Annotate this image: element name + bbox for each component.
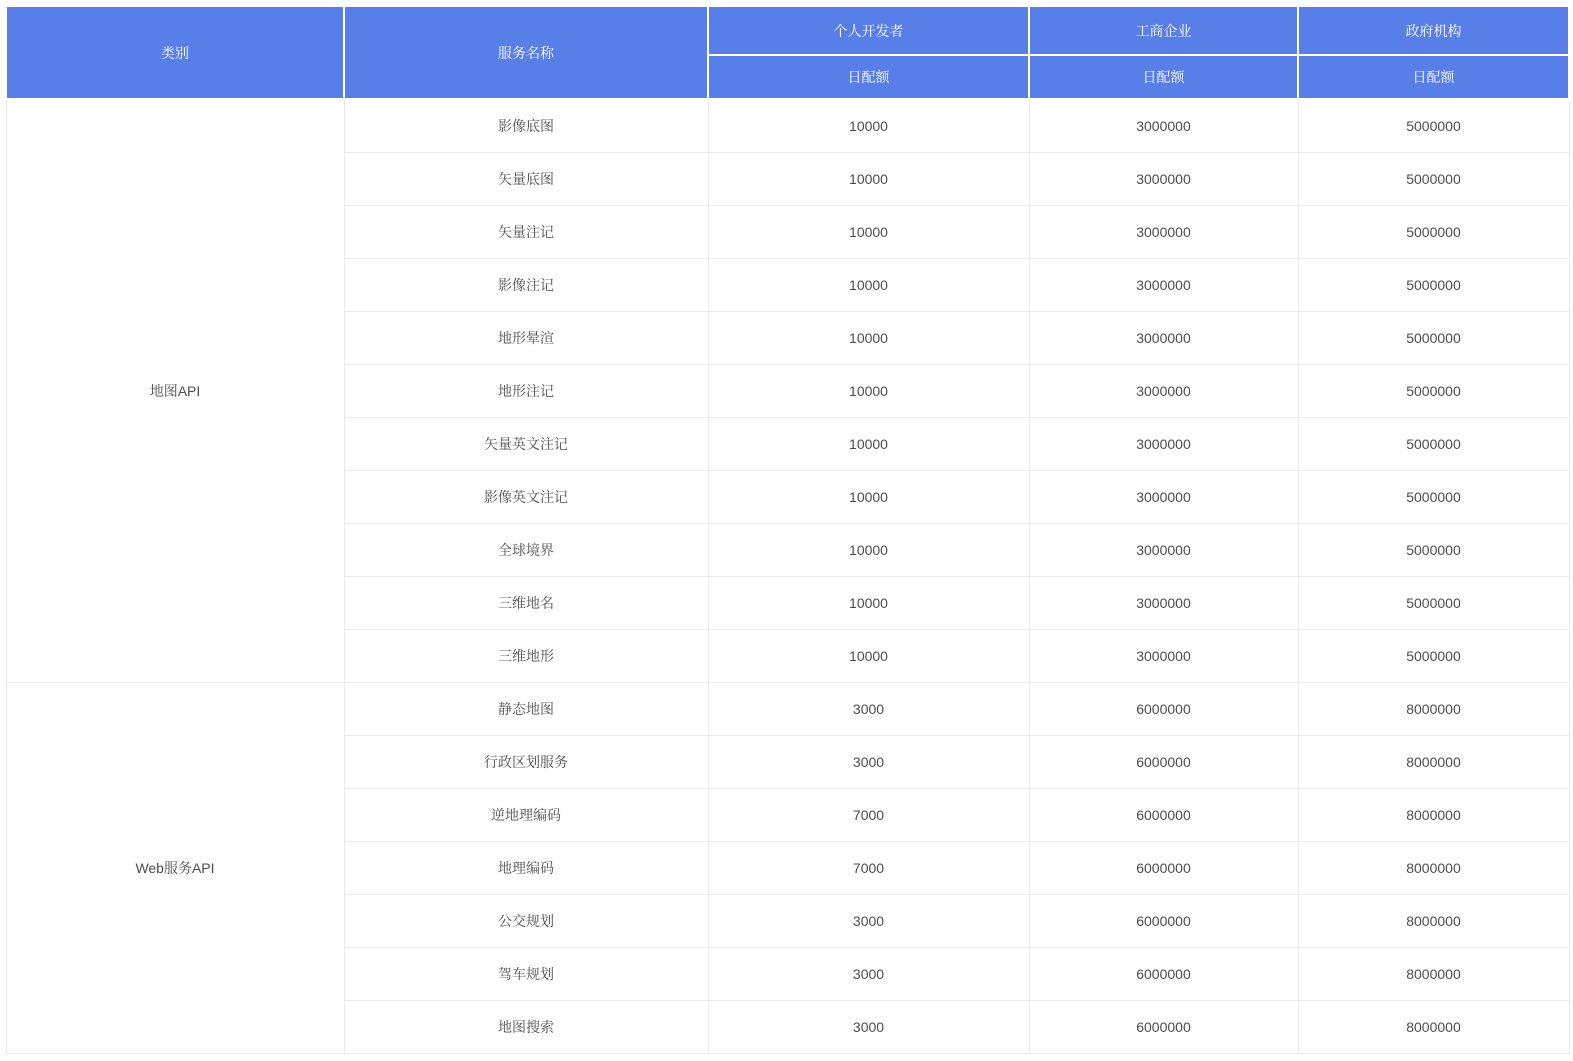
business-quota-cell: 3000000: [1029, 365, 1298, 418]
service-name-cell: 地形注记: [344, 365, 708, 418]
business-quota-cell: 3000000: [1029, 630, 1298, 683]
government-quota-cell: 5000000: [1298, 471, 1569, 524]
business-quota-cell: 6000000: [1029, 895, 1298, 948]
header-government-daily-quota: 日配额: [1298, 55, 1569, 99]
service-name-cell: 地形晕渲: [344, 312, 708, 365]
government-quota-cell: 8000000: [1298, 683, 1569, 736]
personal-quota-cell: 10000: [708, 365, 1029, 418]
government-quota-cell: 8000000: [1298, 1001, 1569, 1054]
personal-quota-cell: 10000: [708, 471, 1029, 524]
table-body: [6, 99, 1569, 1054]
government-quota-cell: 5000000: [1298, 312, 1569, 365]
government-quota-cell: 8000000: [1298, 789, 1569, 842]
category-cell-map-api: 地图API: [6, 99, 344, 683]
service-name-cell: 行政区划服务: [344, 736, 708, 789]
header-row-top: [6, 6, 1569, 55]
government-quota-cell: 8000000: [1298, 736, 1569, 789]
service-name-cell: 逆地理编码: [344, 789, 708, 842]
personal-quota-cell: 3000: [708, 895, 1029, 948]
service-name-cell: 影像底图: [344, 99, 708, 153]
service-name-cell: 影像注记: [344, 259, 708, 312]
header-service-name: 服务名称: [344, 6, 708, 99]
business-quota-cell: 3000000: [1029, 471, 1298, 524]
header-personal-daily-quota: 日配额: [708, 55, 1029, 99]
business-quota-cell: 3000000: [1029, 577, 1298, 630]
personal-quota-cell: 10000: [708, 99, 1029, 153]
service-name-cell: 矢量底图: [344, 153, 708, 206]
personal-quota-cell: 10000: [708, 577, 1029, 630]
government-quota-cell: 5000000: [1298, 259, 1569, 312]
personal-quota-cell: 10000: [708, 312, 1029, 365]
personal-quota-cell: 3000: [708, 1001, 1029, 1054]
government-quota-cell: 5000000: [1298, 524, 1569, 577]
business-quota-cell: 3000000: [1029, 259, 1298, 312]
personal-quota-cell: 3000: [708, 683, 1029, 736]
personal-quota-cell: 7000: [708, 789, 1029, 842]
business-quota-cell: 6000000: [1029, 948, 1298, 1001]
government-quota-cell: 5000000: [1298, 206, 1569, 259]
table-header: [6, 6, 1569, 99]
personal-quota-cell: 10000: [708, 206, 1029, 259]
business-quota-cell: 6000000: [1029, 736, 1298, 789]
service-name-cell: 驾车规划: [344, 948, 708, 1001]
personal-quota-cell: 10000: [708, 418, 1029, 471]
service-name-cell: 全球境界: [344, 524, 708, 577]
header-business-enterprise: 工商企业: [1029, 6, 1298, 55]
business-quota-cell: 3000000: [1029, 153, 1298, 206]
service-name-cell: 公交规划: [344, 895, 708, 948]
personal-quota-cell: 10000: [708, 259, 1029, 312]
government-quota-cell: 5000000: [1298, 99, 1569, 153]
personal-quota-cell: 3000: [708, 736, 1029, 789]
service-name-cell: 影像英文注记: [344, 471, 708, 524]
government-quota-cell: 8000000: [1298, 842, 1569, 895]
business-quota-cell: 3000000: [1029, 418, 1298, 471]
business-quota-cell: 3000000: [1029, 99, 1298, 153]
service-name-cell: 地理编码: [344, 842, 708, 895]
government-quota-cell: 5000000: [1298, 577, 1569, 630]
business-quota-cell: 3000000: [1029, 312, 1298, 365]
table-row: [6, 99, 1569, 153]
quota-table: [5, 5, 1570, 1054]
category-cell-web-service-api: Web服务API: [6, 683, 344, 1054]
business-quota-cell: 6000000: [1029, 789, 1298, 842]
service-name-cell: 三维地形: [344, 630, 708, 683]
government-quota-cell: 5000000: [1298, 630, 1569, 683]
government-quota-cell: 8000000: [1298, 948, 1569, 1001]
service-name-cell: 矢量注记: [344, 206, 708, 259]
government-quota-cell: 8000000: [1298, 895, 1569, 948]
business-quota-cell: 3000000: [1029, 524, 1298, 577]
table-row: [6, 683, 1569, 736]
service-name-cell: 三维地名: [344, 577, 708, 630]
header-category: 类别: [6, 6, 344, 99]
personal-quota-cell: 3000: [708, 948, 1029, 1001]
personal-quota-cell: 10000: [708, 630, 1029, 683]
government-quota-cell: 5000000: [1298, 365, 1569, 418]
government-quota-cell: 5000000: [1298, 153, 1569, 206]
business-quota-cell: 3000000: [1029, 206, 1298, 259]
personal-quota-cell: 10000: [708, 153, 1029, 206]
business-quota-cell: 6000000: [1029, 683, 1298, 736]
personal-quota-cell: 7000: [708, 842, 1029, 895]
personal-quota-cell: 10000: [708, 524, 1029, 577]
header-government-agency: 政府机构: [1298, 6, 1569, 55]
service-name-cell: 地图搜索: [344, 1001, 708, 1054]
government-quota-cell: 5000000: [1298, 418, 1569, 471]
header-business-daily-quota: 日配额: [1029, 55, 1298, 99]
service-name-cell: 矢量英文注记: [344, 418, 708, 471]
business-quota-cell: 6000000: [1029, 1001, 1298, 1054]
header-personal-developer: 个人开发者: [708, 6, 1029, 55]
business-quota-cell: 6000000: [1029, 842, 1298, 895]
service-name-cell: 静态地图: [344, 683, 708, 736]
